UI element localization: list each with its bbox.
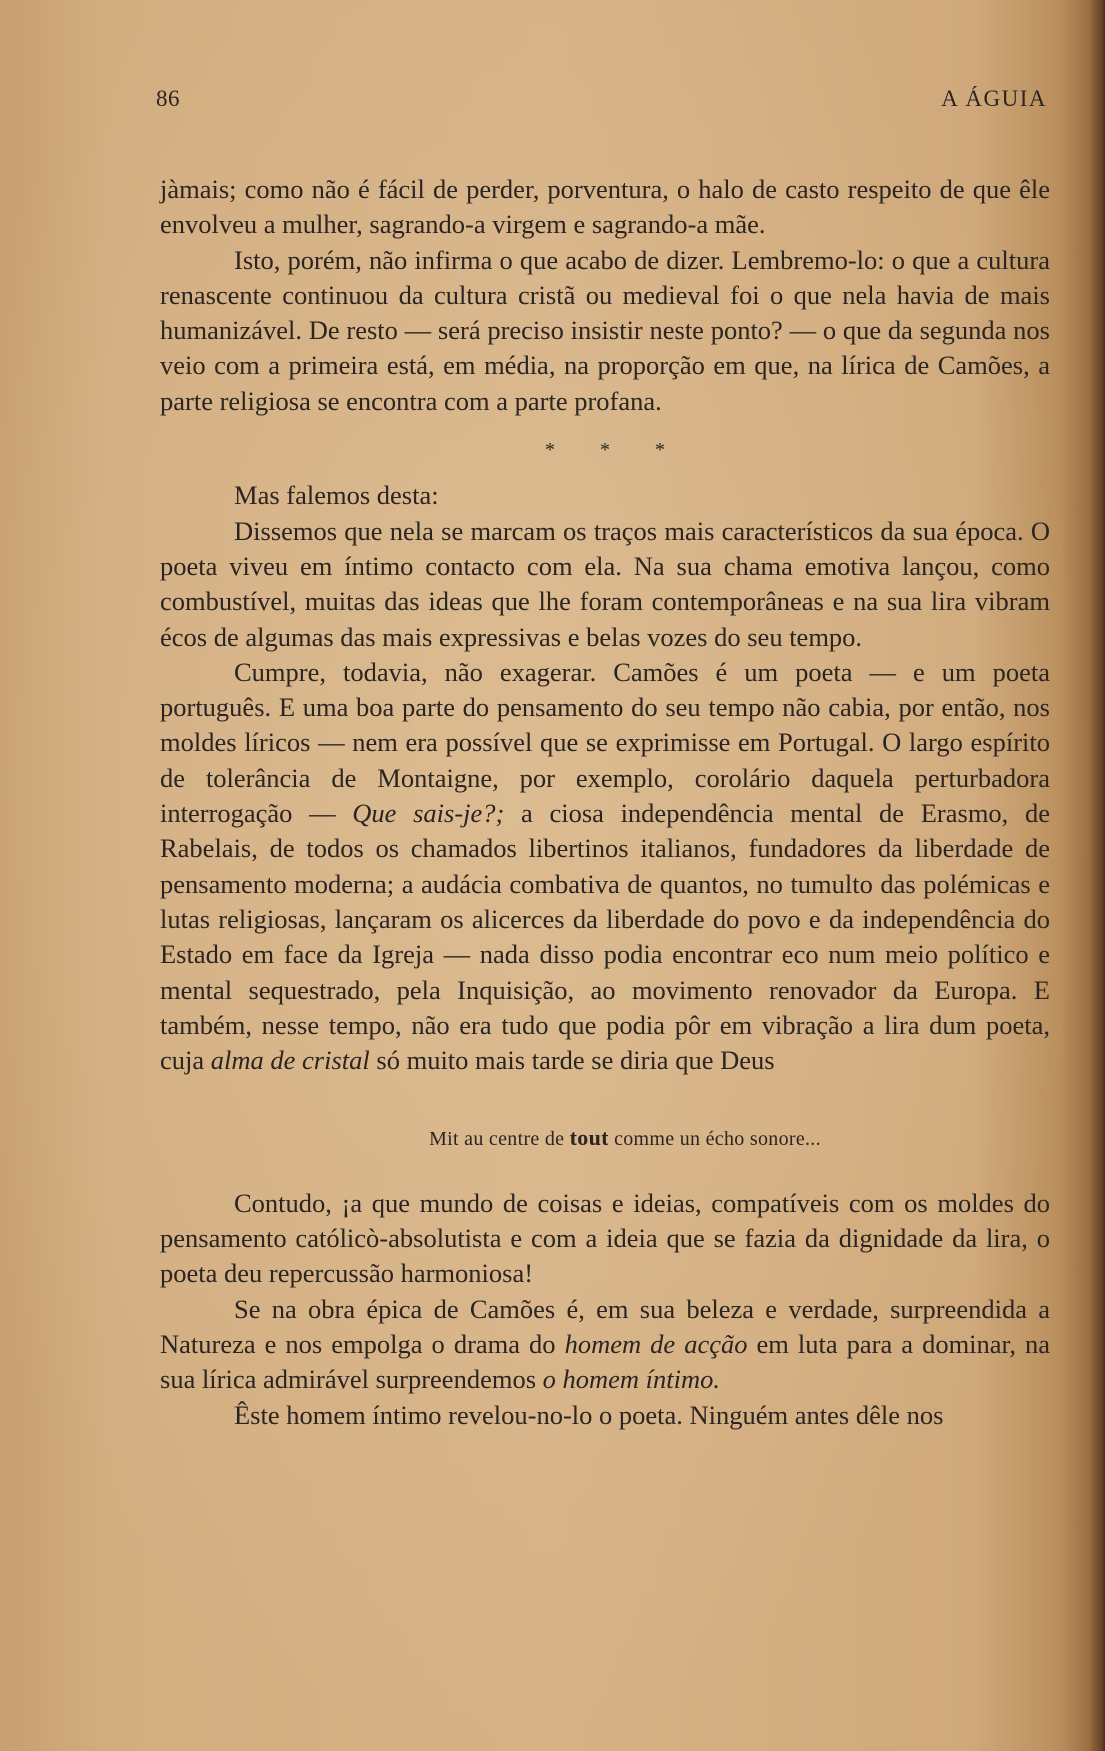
page-edge — [1089, 0, 1105, 1751]
page-number: 86 — [156, 86, 180, 111]
paragraph-7-text-a: Se na obra épica de Camões é, em sua beleza e verdade, surpreendida a Natureza e nos empolga o drama do — [160, 1293, 1050, 1359]
paragraph-5 — [160, 655, 1050, 1079]
paragraph-2: Isto, porém, não infirma o que acabo de dizer. Lembremo-lo: o que a cultura renascente continuou da cultura cristã ou medieval foi o que nela havia de mais humanizável. De resto — será preciso insistir neste ponto? — o que da segunda nos veio com a primeira está, em média, na proporção em que, na lírica de Camões, a parte religiosa se encontra com a parte profana. — [160, 244, 1050, 416]
paragraph-7-italic-homem-intimo: o homem íntimo. — [542, 1364, 721, 1395]
paragraph-1: jàmais; como não é fácil de perder, porventura, o halo de casto respeito de que êle envolveu a mulher, sagrando-a virgem e sagrando-a mãe. — [160, 174, 1050, 240]
paragraph-5-text-b: a ciosa independência mental de Erasmo, de Rabelais, de todos os chamados libertinos italianos, fundadores da liberdade de pensamento moderna; a audácia combativa de quantos, no tumulto das polémicas e lutas religiosas, lançaram os alicerces da liberdade do povo e da independência do Estado em face da Igreja — nada disso podia encontrar eco num meio político e mental sequestrado, pela Inquisição, ao movimento renovador da Europa. E também, nesse tempo, não era tudo que podia pôr em vibração a lira dum poeta, cuja — [160, 798, 1050, 1076]
paragraph-3: Mas falemos desta: — [234, 480, 439, 511]
paragraph-5-text-a: Cumpre, todavia, não exagerar. Camões é um poeta — e um poeta português. E uma boa parte do pensamento do seu tempo não cabia, por então, nos moldes líricos — nem era possível que se exprimisse em Portugal. O largo espírito de tolerância de Montaigne, por exemplo, corolário daquela perturbadora interrogação — — [160, 656, 1050, 829]
paragraph-8: Êste homem íntimo revelou-no-lo o poeta. Ninguém antes dêle nos — [234, 1399, 944, 1430]
paragraph-5-italic-que-sais-je: Que sais-je?; — [352, 798, 505, 829]
quote-bold-word: tout — [569, 1125, 609, 1151]
journal-title: A ÁGUIA — [941, 86, 1047, 111]
paragraph-7-italic-homem-de-accao: homem de acção — [564, 1328, 748, 1359]
paragraph-7 — [160, 1292, 1050, 1398]
section-separator: * * * — [545, 439, 685, 462]
body-text — [160, 172, 1050, 1433]
paragraph-5-italic-alma-de-cristal: alma de cristal — [210, 1045, 370, 1076]
paragraph-7-text-b: em luta para a dominar, na sua lírica admirável surpreendemos — [160, 1328, 1050, 1395]
paragraph-6: Contudo, ¡a que mundo de coisas e ideias, compatíveis com os moldes do pensamento católicò-absolutista e com a ideia que se fazia da dignidade da lira, o poeta deu repercussão harmoniosa! — [160, 1187, 1050, 1289]
quote-text-b: comme un écho sonore... — [608, 1128, 821, 1151]
paragraph-4: Dissemos que nela se marcam os traços mais característicos da sua época. O poeta viveu em íntimo contacto com ela. Na sua chama emotiva lançou, como combustível, muitas das ideas que lhe foram contemporâneas e na sua lira vibram écos de algumas das mais expressivas e belas vozes do seu tempo. — [160, 515, 1050, 652]
paragraph-5-text-c: só muito mais tarde se diria que Deus — [369, 1045, 775, 1076]
french-quotation — [200, 1120, 1050, 1157]
running-header — [152, 86, 1047, 116]
quote-text-a: Mit au centre de — [429, 1128, 570, 1151]
